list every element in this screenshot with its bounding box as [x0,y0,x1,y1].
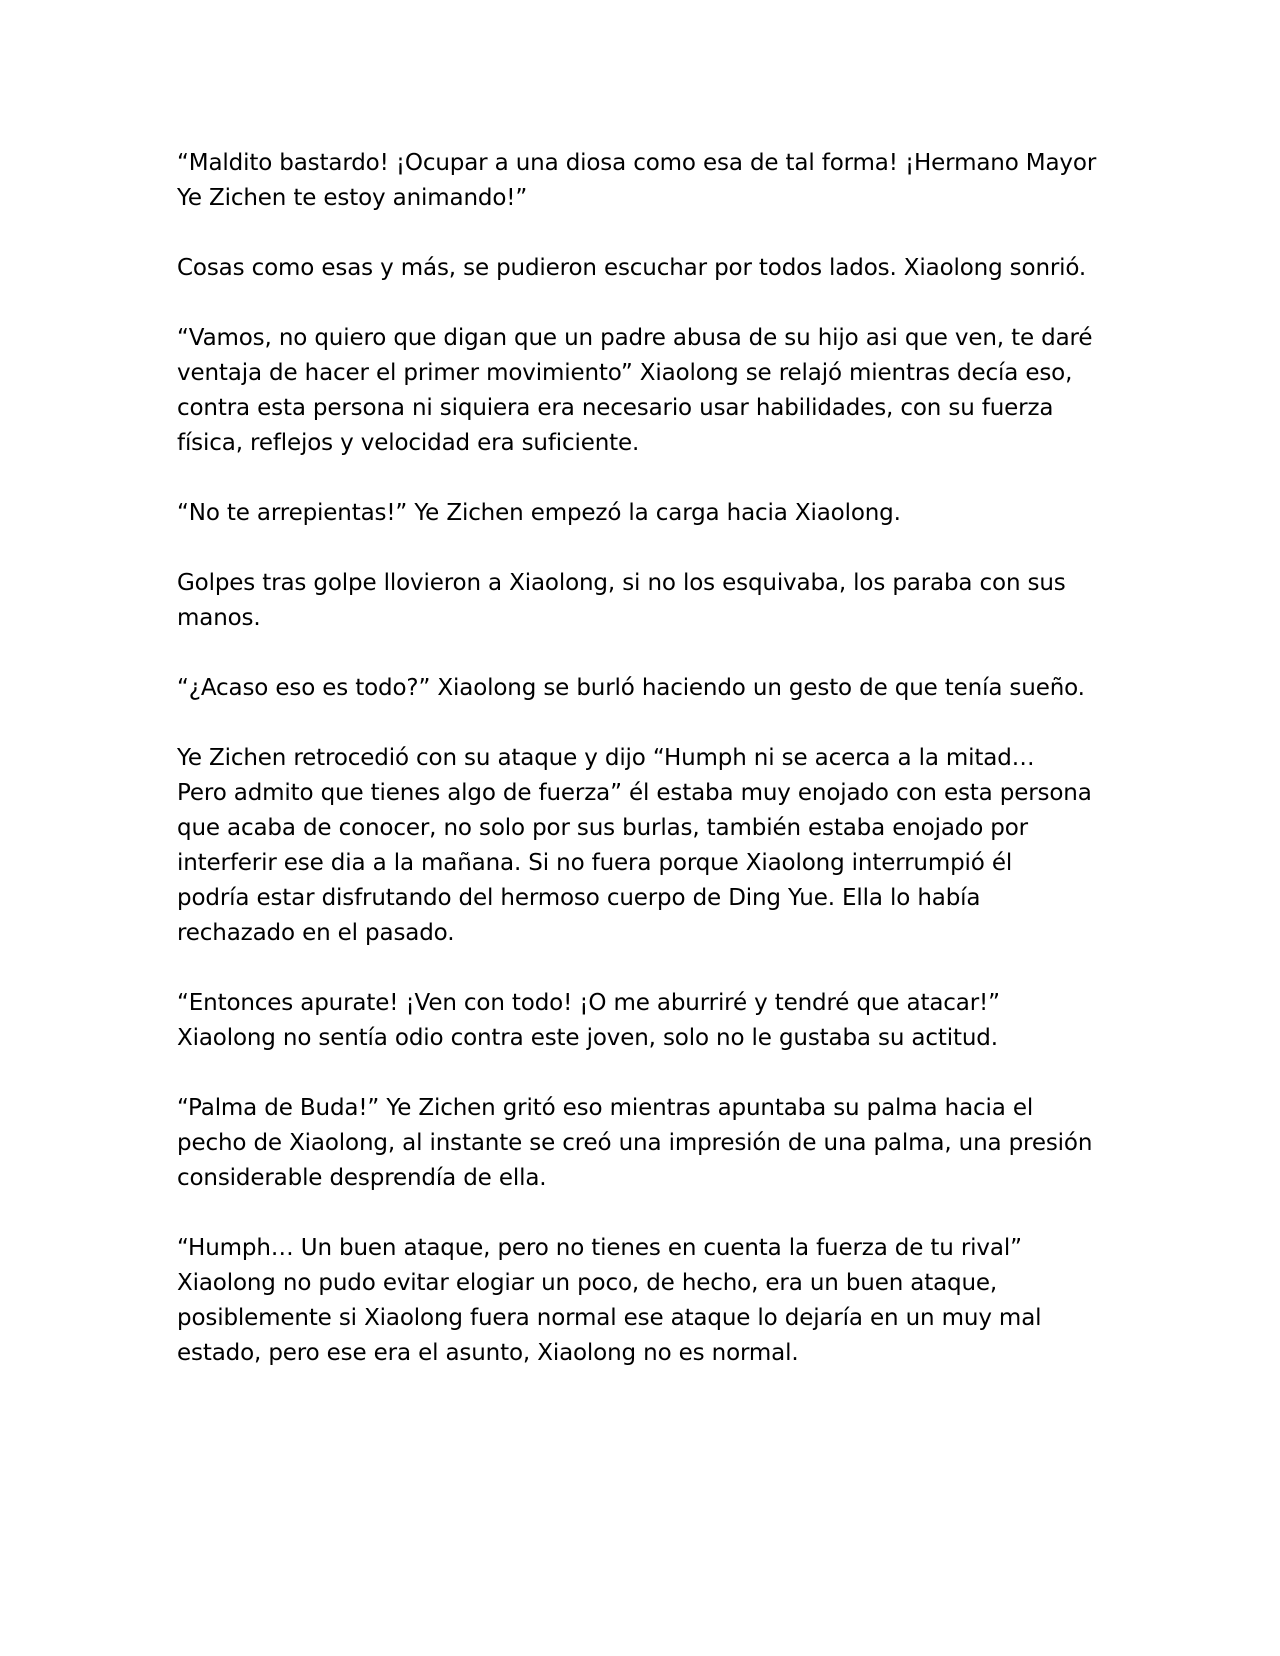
text-line: “¿Acaso eso es todo?” Xiaolong se burló haciendo un gesto de que tenía sueño. [177,675,1085,701]
paragraph-1 [177,146,1112,216]
text-line: manos. [177,605,261,631]
paragraph-3 [177,321,1112,461]
text-line: interferir ese dia a la mañana. Si no fuera porque Xiaolong interrumpió él [177,850,1013,876]
text-line: posiblemente si Xiaolong fuera normal ese ataque lo dejaría en un muy mal [177,1305,1042,1331]
paragraph-10 [177,1231,1112,1371]
paragraph-2 [177,251,1112,286]
text-line: Cosas como esas y más, se pudieron escuchar por todos lados. Xiaolong sonrió. [177,255,1087,281]
text-line: Ye Zichen retrocedió con su ataque y dijo “Humph ni se acerca a la mitad… [177,745,1035,771]
text-line: física, reflejos y velocidad era suficiente. [177,430,640,456]
text-line: pecho de Xiaolong, al instante se creó una impresión de una palma, una presión [177,1130,1093,1156]
text-line: considerable desprendía de ella. [177,1165,547,1191]
text-line: “No te arrepientas!” Ye Zichen empezó la carga hacia Xiaolong. [177,500,901,526]
text-line: que acaba de conocer, no solo por sus burlas, también estaba enojado por [177,815,1028,841]
paragraph-7 [177,741,1112,951]
text-line: Xiaolong no pudo evitar elogiar un poco, de hecho, era un buen ataque, [177,1270,998,1296]
text-line: podría estar disfrutando del hermoso cuerpo de Ding Yue. Ella lo había [177,885,981,911]
paragraph-5 [177,566,1112,636]
document-page [177,146,1112,1406]
text-line: “Maldito bastardo! ¡Ocupar a una diosa como esa de tal forma! ¡Hermano Mayor [177,150,1097,176]
text-line: Xiaolong no sentía odio contra este joven, solo no le gustaba su actitud. [177,1025,998,1051]
text-line: Golpes tras golpe llovieron a Xiaolong, si no los esquivaba, los paraba con sus [177,570,1066,596]
text-line: “Humph… Un buen ataque, pero no tienes en cuenta la fuerza de tu rival” [177,1235,1022,1261]
paragraph-8 [177,986,1112,1056]
text-line: estado, pero ese era el asunto, Xiaolong no es normal. [177,1340,799,1366]
text-line: “Entonces apurate! ¡Ven con todo! ¡O me aburriré y tendré que atacar!” [177,990,1000,1016]
paragraph-6 [177,671,1112,706]
text-line: Ye Zichen te estoy animando!” [177,185,528,211]
text-line: “Vamos, no quiero que digan que un padre abusa de su hijo asi que ven, te daré [177,325,1093,351]
text-line: ventaja de hacer el primer movimiento” Xiaolong se relajó mientras decía eso, [177,360,1073,386]
text-line: Pero admito que tienes algo de fuerza” él estaba muy enojado con esta persona [177,780,1092,806]
paragraph-4 [177,496,1112,531]
text-line: rechazado en el pasado. [177,920,455,946]
text-line: contra esta persona ni siquiera era necesario usar habilidades, con su fuerza [177,395,1054,421]
paragraph-9 [177,1091,1112,1196]
text-line: “Palma de Buda!” Ye Zichen gritó eso mientras apuntaba su palma hacia el [177,1095,1034,1121]
